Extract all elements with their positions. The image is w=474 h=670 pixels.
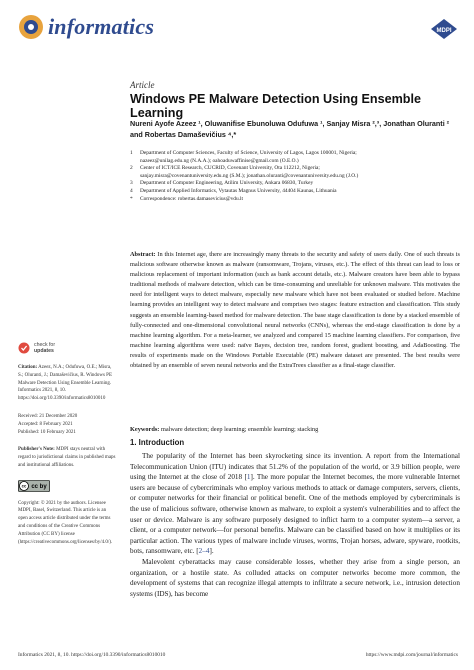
journal-name[interactable]: informatics [48,14,155,39]
publication-dates [18,413,116,436]
keywords [130,425,460,434]
keywords-text: malware detection; deep learning; ensemble learning; stacking [160,426,319,433]
citation-label: Citation: [18,365,38,370]
affiliation-1: 1 Department of Computer Sciences, Faculty of Science, University of Lagos, Lagos 100001, Nigeria; [130,150,357,156]
intro-paragraph-2: Malevolent cyberattacks may cause considerable losses, whether they arise from a single person, an organization, or a hostile state. As colluded attacks on computer networks become more common, the development of systems that can recognize illegal attempts to infiltrate a secure network, i.e., intrusion detection systems (IDS), has become [130,557,460,598]
check-updates-line-1: check for [34,342,56,348]
affiliation-4: 4 Department of Applied Informatics, Vytautas Magnus University, 44404 Kaunas, Lithuania [130,187,337,194]
informatics-logo-icon [18,14,44,40]
accepted-date: Accepted: 8 February 2021 [18,421,73,427]
mdpi-logo-icon[interactable] [430,18,458,40]
check-updates-button[interactable] [18,342,116,354]
affiliation-3: 3 Department of Computer Engineering, Atilim University, Ankara 06830, Turkey [130,180,314,187]
copyright-notice: Copyright: © 2021 by the authors. Licensee MDPI, Basel, Switzerland. This article is an open access article distributed under the terms and conditions of the Creative Commons Attribution (CC BY) license (https://creativecommons.org/licenses/by/4.0/). [18,500,113,545]
citation-text[interactable]: Azeez, N.A.; Odufuwa, O.E.; Misra, S.; Oluranti, J.; Damaševičius, R. Windows PE Malware Detection Using Ensemble Learning. Informatics 2021, 8, 10. https://doi.org/10.3390/informatics8010010 [18,365,113,402]
reference-link-1[interactable]: 1 [246,473,251,482]
publisher-note-label: Publisher's Note: [18,447,55,453]
article-info-sidebar [18,342,116,546]
affiliation-2-emails[interactable]: sanjay.misra@covenantuniversity.edu.ng (S.M.); jonathan.oluranti@covenantuniversity.edu.ng (J.O.) [140,172,359,179]
check-updates-icon [18,342,30,354]
abstract-label: Abstract: [130,251,156,258]
keywords-label: Keywords: [130,426,160,433]
cc-by-license-icon[interactable] [18,480,50,492]
abstract [130,250,460,371]
section-heading-introduction: 1. Introduction [130,438,185,447]
affiliations [130,150,460,203]
article-type: Article [130,80,155,90]
cc-text: cc [21,483,27,489]
authors-line-1: Nureni Ayofe Azeez ¹, Oluwanifise Ebunoluwa Odufuwa ¹, Sanjay Misra ²,³, Jonathan Oluranti ² [130,119,450,128]
publisher-note-text: MDPI stays neutral with regard to jurisdictional claims in published maps and institutional affiliations. [18,447,116,468]
introduction-body [130,451,460,599]
abstract-text: In this Internet age, there are increasingly many threats to the security and safety of users daily. One of such threats is malicious software otherwise known as malware (ransomware, Trojans, viruses, etc.). The effect of this threat can lead to loss or malicious replacement of important information (such as bank account details, etc.). Malware creators have been able to bypass traditional methods of malware detection, which can be time-consuming and unreliable for unknown malware. This motivates the need for intelligent ways to detect malware, especially new malware which have not been evaluated or studied before. Machine learning provides an intelligent way to detect malware and comprises two stages: feature extraction and classification. This study suggests an ensemble learning-based method for malware detection. The base stage classification is done by a stacked ensemble of fully-connected and one-dimensional convolutional neural networks (CNNs), whereas the end-stage classification is done by a machine learning algorithm. For a meta-learner, we analyzed and compared 15 machine learning classifiers. For comparison, five machine learning algorithms were used: naïve Bayes, decision tree, random forest, gradient boosting, and AdaBoosting. The results of experiments made on the Windows Portable Executable (PE) malware dataset are presented. The best results were obtained by an ensemble of seven neural networks and the ExtraTrees classifier as a final-stage classifier. [130,251,460,370]
journal-header [18,10,458,44]
authors-line-2: and Robertas Damaševičius ⁴,* [130,130,237,139]
cc-by-text: cc by [31,483,47,490]
page-footer [18,652,458,658]
affiliation-2: 2 Center of ICT/ICE Research, CUCRID, Covenant University, Ota 112212, Nigeria; [130,165,320,172]
check-updates-line-2: updates [34,348,54,354]
paper-title: Windows PE Malware Detection Using Ensemble Learning [130,92,422,120]
published-date: Published: 10 February 2021 [18,429,76,435]
received-date: Received: 21 December 2020 [18,413,78,419]
correspondence[interactable]: * Correspondence: robertas.damasevicius@vdu.lt [130,195,244,202]
author-list [130,118,460,140]
mdpi-logo-text: MDPI [436,28,452,34]
footer-journal-url[interactable]: https://www.mdpi.com/journal/informatics [365,652,458,658]
footer-citation[interactable]: Informatics 2021, 8, 10. https://doi.org/10.3390/informatics8010010 [18,652,166,658]
reference-link-2-4[interactable]: 2–4 [198,547,210,556]
citation-block [18,364,116,403]
affiliation-1-emails[interactable]: nazeez@unilag.edu.ng (N.A.A.); oahoaduwaffinise@gmail.com (O.E.O.) [140,157,299,164]
intro-paragraph-1: The popularity of the Internet has been skyrocketing since its invention. A report from the International Telecommunication Union (ITU) indicates that 51.2% of the population of the world, or 3.9 billion people, were using the Internet at the close of 2018 [1]. The more popular the Internet becomes, the more vulnerable Internet users are because of cybercriminals who employ various methods to attack or damage computers, servers, clients, or computer networks for their financial or political benefit. One of the methods employed by cybercriminals is the use of malicious software, otherwise known as malware, to exploit a system's vulnerabilities and to affect the user or device. Malware is any software purposely designed to inflict harm to a computer system—a server, a client, or a computer network—for personal benefits. Malware can be classified based on how it multiplies or its particular action. The various types of malware include viruses, worms, Trojan horses, adware, spyware, rootkits, bots, ransomware, etc. [2–4]. [130,452,460,556]
publisher-note [18,446,116,469]
